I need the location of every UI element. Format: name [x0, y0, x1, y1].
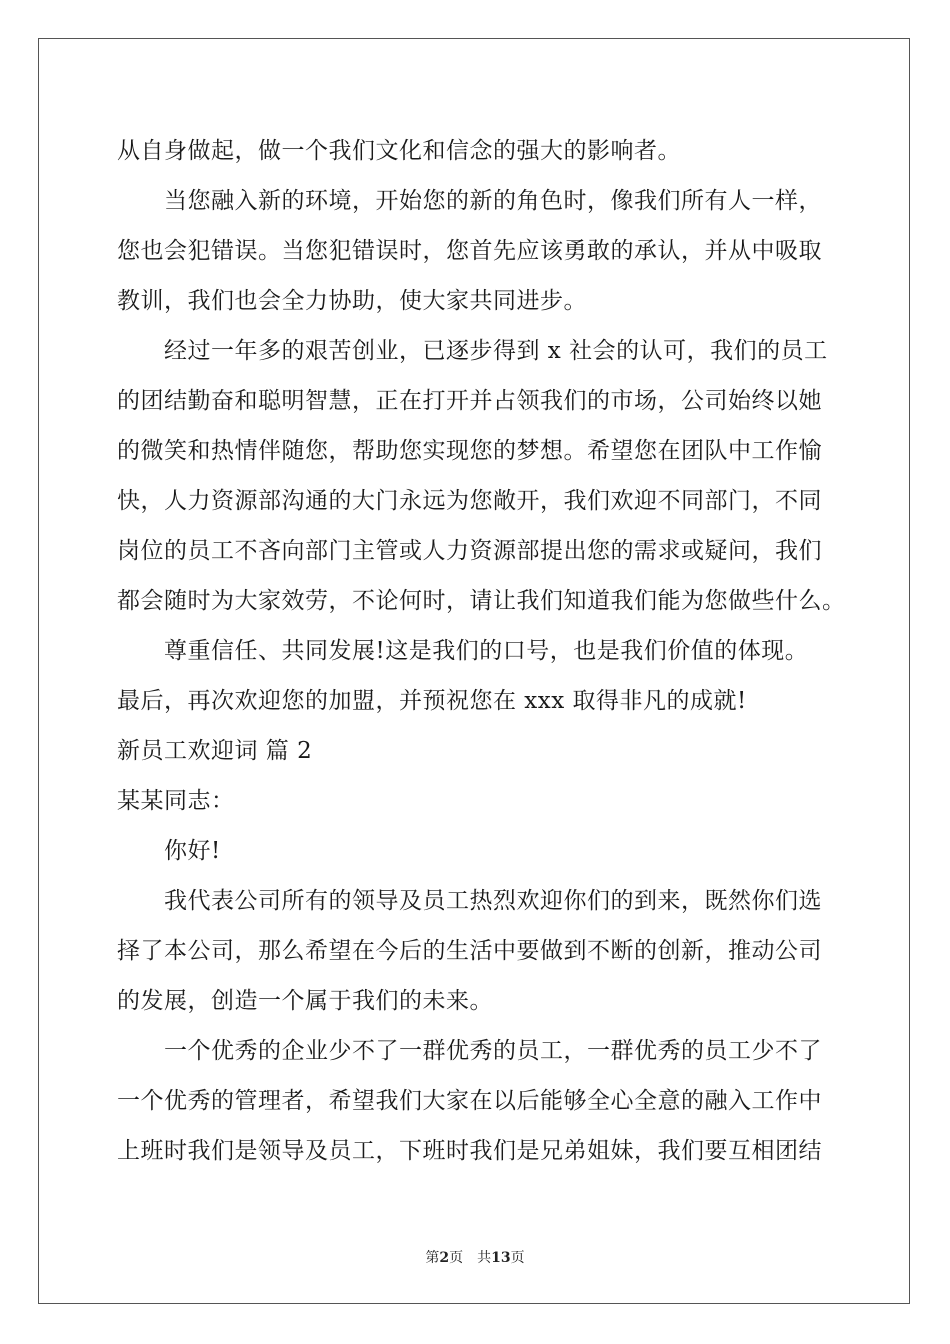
text-line: 都会随时为大家效劳，不论何时，请让我们知道我们能为您做些什么。 [117, 588, 846, 614]
text-line: 的发展，创造一个属于我们的未来。 [117, 988, 493, 1014]
text-line: 我代表公司所有的领导及员工热烈欢迎你们的到来，既然你们选 [164, 888, 822, 914]
text-line: 上班时我们是领导及员工，下班时我们是兄弟姐妹，我们要互相团结 [117, 1138, 822, 1164]
greeting: 你好! [164, 838, 221, 864]
text-line: 择了本公司，那么希望在今后的生活中要做到不断的创新，推动公司 [117, 938, 822, 964]
text-line: 从自身做起，做一个我们文化和信念的强大的影响者。 [117, 138, 681, 164]
text-line: 当您融入新的环境，开始您的新的角色时，像我们所有人一样， [164, 188, 822, 214]
page-prefix: 第 [425, 1250, 440, 1266]
salutation: 某某同志： [117, 788, 235, 814]
total-suffix: 页 [510, 1250, 525, 1266]
total-prefix: 共 [477, 1250, 492, 1266]
section-heading: 新员工欢迎词 篇 2 [117, 738, 313, 764]
text-line: 一个优秀的企业少不了一群优秀的员工，一群优秀的员工少不了 [164, 1038, 822, 1064]
text-line: 最后，再次欢迎您的加盟，并预祝您在 xxx 取得非凡的成就! [117, 688, 747, 714]
page-suffix: 页 [449, 1250, 464, 1266]
text-line: 的微笑和热情伴随您，帮助您实现您的梦想。希望您在团队中工作愉 [117, 438, 822, 464]
page-current: 2 [439, 1250, 450, 1266]
text-line: 岗位的员工不吝向部门主管或人力资源部提出您的需求或疑问，我们 [117, 538, 822, 564]
text-line: 一个优秀的管理者，希望我们大家在以后能够全心全意的融入工作中 [117, 1088, 822, 1114]
text-line: 尊重信任、共同发展!这是我们的口号，也是我们价值的体现。 [164, 638, 809, 664]
text-line: 快，人力资源部沟通的大门永远为您敞开，我们欢迎不同部门，不同 [117, 488, 822, 514]
text-line: 的团结勤奋和聪明智慧，正在打开并占领我们的市场，公司始终以她 [117, 388, 822, 414]
page-total: 13 [491, 1250, 511, 1266]
document-body [117, 126, 846, 1176]
page-footer [0, 1247, 950, 1267]
text-line: 经过一年多的艰苦创业，已逐步得到 x 社会的认可，我们的员工 [164, 338, 828, 364]
text-line: 教训，我们也会全力协助，使大家共同进步。 [117, 288, 587, 314]
text-line: 您也会犯错误。当您犯错误时，您首先应该勇敢的承认，并从中吸取 [117, 238, 822, 264]
